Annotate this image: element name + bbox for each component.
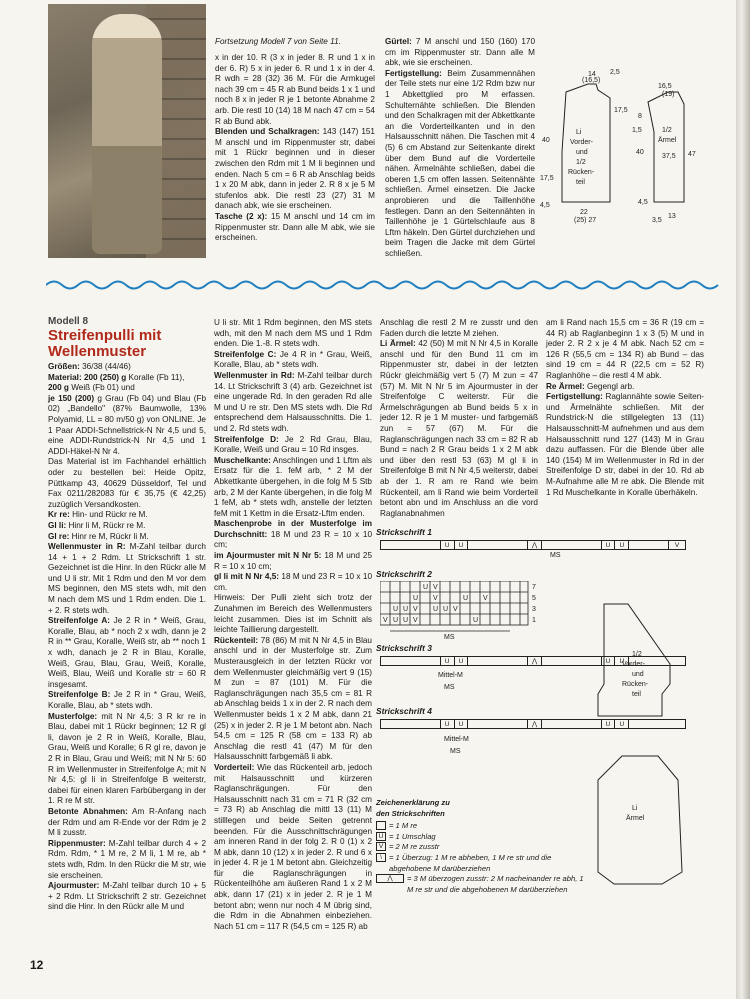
paragraph xyxy=(546,318,704,382)
body-label: und xyxy=(632,671,644,678)
paragraph-text: Je 2 R in * Grau, Weiß, Koralle, Blau, ab * stets wdh. xyxy=(48,690,206,710)
dim-label: 8 xyxy=(638,113,642,120)
bottom-schematic xyxy=(570,584,710,904)
paragraph-text: 36/38 (44/46) xyxy=(79,362,131,371)
svg-text:U: U xyxy=(413,595,419,602)
sleeve-label: 1/2 xyxy=(662,127,672,134)
paragraph-text: M-Zahl teilbar durch 14 + 1 + 2 Rdm. Lt Strickschrift 1 str. Gezeichnet ist die Hinr. In den Rückr alle M und U li str. Mit 1 Rdm und den M vor dem MS beginnen, den MS stets wdh, mit den M nach dem MS und 1 Rdm enden. Die 1. + 2. R stets wdh. xyxy=(48,542,206,615)
paragraph-heading: Rückenteil: xyxy=(214,635,259,645)
body-label: Rücken- xyxy=(568,169,595,176)
dim-label: 3,5 xyxy=(652,217,662,224)
paragraph-text: M-Zahl teilbar durch 14. Lt Strickschrift 3 (4) arb. Gezeichnet ist eine ungerade Rd. In den geraden Rd alle M und U re str. Den MS stets wdh. Die Rd entsprechend dem Halsausschnitts. Die 1. und 2. Rd stets wdh. xyxy=(214,370,372,433)
svg-text:V: V xyxy=(483,595,488,602)
paragraph-heading: im Ajourmuster mit N Nr 5: xyxy=(214,551,322,561)
paragraph-heading: Betonte Abnahmen: xyxy=(48,806,128,816)
svg-text:V: V xyxy=(433,595,438,602)
dim-label: 13 xyxy=(668,213,676,220)
paragraph-text: Raglannähte sowie Seiten- und Ärmelnähte schließen. Mit der Rundstrick-N die stillgelegten 13 (11) Halsausschnitt-M aufnehmen und aus dem Halsausschnitt rund 127 (143) M in Grau dazu auffassen. Für die Blende über alle 140 (154) M im Wellenmuster in Rd in der Streifenfolge D str, dabei in der 10. Rd ab M-Aufnahme alle M re abk. Die Blende mit 1 Rd Muschelkante in Koralle überhäkeln. xyxy=(546,392,704,497)
wave-divider xyxy=(46,278,722,292)
paragraph xyxy=(48,510,206,521)
paragraph-text: Gegengl arb. xyxy=(584,381,635,391)
chart-1-ms: MS xyxy=(550,552,561,559)
legend-item: = 1 M re xyxy=(376,821,586,832)
chart-3-grid: U U ⋀ U U xyxy=(380,656,686,666)
row-number: 1 xyxy=(532,617,536,624)
paragraph-text: Hinr re M, Rückr li M. xyxy=(69,531,149,541)
blenden-text: 143 (147) 151 M anschl und im Rippenmuster str, dabei mit 1 Rückr beginnen und in dieser zwischen den Rdm mit 1 M li beginnen und enden. Nach 5 cm = 6 R ab Anschlag beids 1 x 20 M abk, dann in jeder 2. R 8 x je 5 M stufenlos abk. Die restl 23 (27) 31 M danach abk, wie sie erscheinen. xyxy=(215,127,375,211)
row-number: 5 xyxy=(532,595,536,602)
top-col1-text: x in der 10. R (3 x in jeder 8. R und 1 x in der 6. R) 5 x in jeder 6. R und 1 x in der 4. R wdh = 28 (32) 36 M. Für die Armkugel nach 39 cm = 45 R ab Bund beids 1 x 1 und noch 8 x in jeder R je 1 betonte Abnahme 2 arb. Die restl 10 (14) 18 M nach 47 cm = 54 R ab Bund abk. xyxy=(215,53,375,126)
svg-text:V: V xyxy=(453,606,458,613)
m8-column-1 xyxy=(48,362,206,913)
paragraph xyxy=(48,373,206,384)
dim-label: 14 xyxy=(588,71,596,78)
svg-text:U: U xyxy=(463,595,469,602)
svg-text:U: U xyxy=(393,606,399,613)
guertel-heading: Gürtel: xyxy=(385,37,412,46)
chart-2-ms: MS xyxy=(444,634,455,641)
paragraph xyxy=(214,593,372,635)
m8-column-3 xyxy=(380,318,538,519)
paragraph-text: M-Zahl teilbar durch 4 + 2 Rdm. Rdm, * 1 M re, 2 M li, 1 M re, ab * stets wdh, Rdm. In den Rückr die M str, wie sie erscheinen. xyxy=(48,838,206,880)
sleeve-label: Ärmel xyxy=(658,137,677,144)
sleeve-outline xyxy=(648,92,684,202)
top-column-1 xyxy=(215,53,375,244)
dim-label: 22 xyxy=(580,209,588,216)
paragraph xyxy=(380,318,538,339)
paragraph xyxy=(48,362,206,373)
svg-text:U: U xyxy=(393,617,399,624)
fertigstellung-heading: Fertigstellung: xyxy=(385,68,442,78)
svg-text:U: U xyxy=(433,606,439,613)
page-number: 12 xyxy=(30,958,44,972)
paragraph-text: Je 2 Rd Grau, Blau, Koralle, Weiß und Grau = 10 Rd insges. xyxy=(214,434,372,455)
paragraph xyxy=(48,712,206,807)
paragraph-text: U li str. Mit 1 Rdm beginnen, den MS stets wdh, mit den M nach dem MS und 1 Rdm enden. Die 1.-8. R stets wdh. xyxy=(214,318,372,349)
paragraph-heading: Größen: xyxy=(48,362,80,371)
paragraph-text: Koralle (Fb 11), xyxy=(126,372,185,382)
paragraph-text: 42 (50) M mit N Nr 4,5 in Koralle anschl und für den Bund 11 cm im Rippenmuster str, dabei in der letzten Rückr gleichmäßig vert 5 (7) M zun = 47 (57) M. Mit N Nr 5 im Ajourmuster in der Streifenfolge C weiterstr. Für die Ärmelschrägungen ab Bund beids 5 x in jeder 12. R je 1 M muster- und farbgemäß zun = 57 (67) M. Für die Raglanschrägungen nach 33 cm = 82 R ab Bund = nach 2 R Grau beids 1 x 2 M abk und über den restl 53 (63) M gl li in Streifenfolge B mit N Nr 4,5 weiterstr, dabei ab der 1. R am re Rand wie beim Rückenteil, am li Rand wie beim Vorderteil betont abn und im Anschluss an die vord Raglanabnahmen xyxy=(380,339,538,518)
dim-label: (19) xyxy=(662,91,675,98)
model-number: Modell 8 xyxy=(48,316,89,327)
paragraph xyxy=(546,392,704,498)
paragraph xyxy=(48,542,206,616)
paragraph-heading: Maschenprobe in der Musterfolge im Durchschnitt: xyxy=(214,519,372,539)
paragraph xyxy=(214,350,372,371)
sleeve-label: Ärmel xyxy=(626,815,645,822)
paragraph xyxy=(214,371,372,435)
legend-item: V = 2 M re zusstr xyxy=(376,842,586,853)
chart-4-grid: U U ⋀ U U xyxy=(380,719,686,729)
paragraph xyxy=(48,839,206,881)
chart-4-ms: MS xyxy=(450,748,461,755)
model-title: Streifenpulli mit Wellenmuster xyxy=(48,327,162,360)
sleeve-label: Li xyxy=(632,805,638,812)
body-label: teil xyxy=(576,179,585,186)
paragraph-heading: Muschelkante: xyxy=(214,455,271,465)
paragraph xyxy=(214,572,372,593)
chart-title-3: Strickschrift 3 xyxy=(376,643,432,653)
dim-label: (25) 27 xyxy=(574,217,597,224)
row-number: 7 xyxy=(532,584,536,591)
paragraph xyxy=(48,457,206,510)
svg-text:V: V xyxy=(413,617,418,624)
paragraph-heading: Wellenmuster in Rd: xyxy=(214,370,295,380)
body-outline xyxy=(598,604,670,716)
body-label: und xyxy=(576,149,588,156)
body-label: Vorder- xyxy=(570,139,593,146)
paragraph xyxy=(48,616,206,690)
chart-4-mittel: Mittel-M xyxy=(444,736,469,743)
top-schematic xyxy=(538,62,708,262)
paragraph-heading: Material: 200 (250) g xyxy=(48,372,127,382)
paragraph xyxy=(380,339,538,519)
paragraph-heading: Rippenmuster: xyxy=(48,838,106,848)
dim-label: 2,5 xyxy=(610,69,620,76)
body-label: 1/2 xyxy=(632,651,642,658)
svg-text:U: U xyxy=(473,617,479,624)
paragraph-text: Wie das Rückenteil arb, jedoch mit Halsausschnitt und kürzeren Raglanschrägungen. Für den Halsausschnitt nach 31 cm = 71 R (32 cm = 73 R) ab Anschlag die mittl 13 (11) M stilllegen und beide Seiten getrennt beenden. Für die Ausschnittschrägungen am inneren Rand in der folg 2. R 0 (1) x 2 M abk, dann 10 (12) x in jeder 2. R und 6 x in jeder 4. R je 1 M betont abn. Gleichzeitig für die Raglanschrägungen in Rückenteilhöhe am äußeren Rand 1 x 2 M abk, dann 17 (21) x in jeder 2. R je 1 M betont abn; wenn nur noch 4 M übrig sind, die Rdm in die Abnahmen einbeziehen. Nach 51 cm = 117 R (54,5 cm = 125 R) ab xyxy=(214,762,372,931)
paragraph xyxy=(214,551,372,572)
svg-text:U: U xyxy=(403,606,409,613)
fertigstellung-text: Beim Zusammennähen der Teile stets nur eine 1/2 Rdm bzw nur 1 Abkettglied pro M erfassen. Schulternähte schließen. Die Blenden und den Schalkragen mit der Abkettkante an die Vorderteilkanten und in den Halsausschnitt nähen. Die Taschen mit 4 (5) 6 cm Abstand zur Seitenkante direkt über dem Bund auf die Vorderteile nähen. Ärmelnähte schließen, dabei die oberen 1,5 cm offen lassen. Seitennähte schließen. Ärmel einsetzen. Die Jacke anprobieren und die Taillenhöhe festlegen. Dann an den Seitennähten in Taillenhöhe je 1 Gürtelschlaufe aus 8 Lftm häkeln. Den Gürtel durchziehen und beim Tragen die Jacke mit dem Gürtel schließen. xyxy=(385,68,535,258)
body-label: Vorder- xyxy=(622,661,645,668)
body-label: Rücken- xyxy=(622,681,649,688)
paragraph-text: Je 2 R in * Weiß, Grau, Koralle, Blau, ab * noch 2 x wdh, dann je 2 R in ** Grau, Koralle, Weiß str, ab ** noch 1 x wdh, danach je 2 R in Blau, Koralle, Weiß, Grau, Blau, Grau, Weiß, Koralle, Weiß, Blau, Weiß und Koralle str = 60 R insgesamt. xyxy=(48,616,206,689)
paragraph-text: 78 (86) M mit N Nr 4,5 in Blau anschl und in der Musterfolge str. Zum Musterausgleich in der letzten Rückr vor dem Wellenmuster gleichmäßig vert 9 (15) M zun = 87 (101) M. Für die Raglanschrägungen nach 35,5 cm = 81 R ab Anschlag beids 1 x in der 2. R nach dem Wellenmuster beids 1 x 2 M abk, dann 21 (25) x in jeder 2. R je 1 M betont abn. Nach 54,5 cm = 125 R (58 cm = 133 R) ab Anschlag die restl 41 (47) M für den Halsausschnitt farbgemäß li abk. xyxy=(214,635,372,762)
dim-label: 16,5 xyxy=(658,83,672,90)
dim-label: 4,5 xyxy=(638,199,648,206)
paragraph-text: Je 4 R in * Grau, Weiß, Koralle, Blau, ab * stets wdh. xyxy=(214,349,372,370)
legend xyxy=(376,798,586,895)
paragraph-heading: Vorderteil: xyxy=(214,762,255,772)
paragraph xyxy=(48,532,206,543)
paragraph-text: g Grau (Fb 04) und Blau (Fb 02) „Bandello" (87% Baumwolle, 13% Polyamid, LL = 80 m/50 g) von ONLINE. Je 1 Paar ADDI-Schnellstrick-N Nr 4,5 und 5, eine ADDI-Rundstrick-N Nr 4,5 und 1 ADDI-Häkel-N Nr 4. xyxy=(48,393,206,456)
paragraph xyxy=(48,881,206,913)
svg-text:V: V xyxy=(433,584,438,591)
paragraph xyxy=(48,383,206,394)
page-edge xyxy=(736,0,750,999)
legend-title-1: Zeichenerklärung zu xyxy=(376,798,450,807)
svg-text:V: V xyxy=(413,606,418,613)
paragraph xyxy=(48,394,206,458)
paragraph xyxy=(546,382,704,393)
paragraph-text: Das Material ist im Fachhandel erhältlich oder zu bestellen bei: Heide Opitz, Püttkamp 43, 40629 Düsseldorf, Tel und Fax 0211/282083 für € 35,75 (€ 42,25) zuzüglich Versandkosten. xyxy=(48,457,206,509)
svg-text:U: U xyxy=(423,584,429,591)
paragraph xyxy=(214,435,372,456)
chart-title-2: Strickschrift 2 xyxy=(376,569,432,579)
model-figure xyxy=(92,14,162,254)
dim-label: 17,5 xyxy=(614,107,628,114)
paragraph xyxy=(214,318,372,350)
continued-note: Fortsetzung Modell 7 von Seite 11. xyxy=(215,37,341,46)
paragraph-heading: Gl re: xyxy=(48,531,70,541)
paragraph-text: Hinr li M, Rückr re M. xyxy=(66,520,146,530)
paragraph xyxy=(214,519,372,551)
chart-title-4: Strickschrift 4 xyxy=(376,706,432,716)
dim-label: 37,5 xyxy=(662,153,676,160)
dim-label: 17,5 xyxy=(540,175,554,182)
paragraph-text: Am R-Anfang nach der Rdm und am R-Ende vor der Rdm je 2 M li zusstr. xyxy=(48,806,206,838)
legend-item: \ = 1 Überzug: 1 M re abheben, 1 M re str und die abgehobene M darüberziehen xyxy=(376,853,586,874)
m8-column-2 xyxy=(214,318,372,932)
paragraph-heading: Re Ärmel: xyxy=(546,381,585,391)
paragraph-text: Anschlingen und 1 Lftm als Ersatz für die 1. feM arb, * 2 M der Abkettkante übergehen, in die folg M 5 Stb arb, 2 M der Kante übergehen, in die folg M 1 feM, ab * stets wdh, anstelle der letzten feM mit 1 Kettm in die Ersatz-Lftm enden. xyxy=(214,455,372,518)
paragraph xyxy=(214,763,372,933)
paragraph-text: M-Zahl teilbar durch 10 + 5 + 2 Rdm. Lt Strickschrift 2 str. Gezeichnet sind die Hinr. In den Rückr alle M und xyxy=(48,881,206,912)
paragraph-heading: Ajourmuster: xyxy=(48,881,100,891)
paragraph xyxy=(48,690,206,711)
svg-text:V: V xyxy=(383,617,388,624)
m8-column-4 xyxy=(546,318,704,498)
paragraph-heading: Streifenfolge A: xyxy=(48,616,111,626)
paragraph-heading: gl li mit N Nr 4,5: xyxy=(214,572,280,582)
legend-item: U = 1 Umschlag xyxy=(376,832,586,843)
paragraph-text: 18 M und 23 R = 10 x 10 cm; xyxy=(214,529,372,550)
paragraph-text: Weiß (Fb 01) und xyxy=(68,383,135,393)
paragraph-heading: Fertigstellung: xyxy=(546,392,603,402)
paragraph-heading: Wellenmuster in R: xyxy=(48,542,126,552)
paragraph-heading: je 150 (200) xyxy=(48,393,95,403)
tasche-text: 15 M anschl und 14 cm im Rippenmuster str. Dann alle M abk, wie sie erscheinen. xyxy=(215,211,375,243)
dim-label: 40 xyxy=(636,149,644,156)
paragraph xyxy=(48,807,206,839)
body-label: teil xyxy=(632,691,641,698)
guertel-text: 7 M anschl und 150 (160) 170 cm im Rippenmuster str. Dann alle M abk, wie sie erscheinen. xyxy=(385,37,535,68)
dim-label: 4,5 xyxy=(540,202,550,209)
paragraph xyxy=(214,636,372,763)
chart-3-mittel: Mittel-M xyxy=(438,672,463,679)
dim-label: 40 xyxy=(542,137,550,144)
row-number: 3 xyxy=(532,606,536,613)
tasche-heading: Tasche (2 x): xyxy=(215,211,268,221)
paragraph xyxy=(48,521,206,532)
body-label: 1/2 xyxy=(576,159,586,166)
paragraph-heading: Li Ärmel: xyxy=(380,339,416,349)
model-photo xyxy=(48,4,206,258)
body-label: Li xyxy=(576,129,582,136)
top-column-2 xyxy=(385,37,535,259)
paragraph-text: 18 M und 25 R = 10 x 10 cm; xyxy=(214,551,372,571)
paragraph-text: Hinweis: Der Pulli zieht sich trotz der Zunahmen im Bereich des Wellenmusters leicht zusammen. Dies ist im Schnitt als leichte Taillierung dargestellt. xyxy=(214,593,372,635)
paragraph-heading: 200 g xyxy=(48,383,69,393)
chart-1-grid: U U ⋀ U U V xyxy=(380,540,686,550)
dim-label: 1,5 xyxy=(632,127,642,134)
paragraph-text: mit N Nr 4,5: 3 R kr re in Blau, dabei mit 1 Rückr beginnen; 12 R gl li, davon je 2 R in Weiß, Koralle, Blau, Grau, Weiß und Koralle; 6 R gl re, davon je 2 R in Blau, Grau und Weiß; mit N Nr 5: 60 R im Wellenmuster in Streifenfolge A; mit N Nr 4,5: gl li in Streifenfolge B weiterstr, dabei für einen klaren Farbübergang in der 1. R re M str. xyxy=(48,711,206,806)
legend-item: ⋀ = 3 M überzogen zusstr: 2 M nacheinander re abh, 1 M re str und die abgehobenen M darüberziehen xyxy=(376,874,586,895)
svg-text:U: U xyxy=(443,606,449,613)
svg-text:U: U xyxy=(403,617,409,624)
dim-label: 47 xyxy=(688,151,696,158)
paragraph-text: am li Rand nach 15,5 cm = 36 R (19 cm = 44 R) ab Raglanbeginn 1 x 3 (5) M und in jeder 2. R 2 x je 4 M abk. Nach 52 cm = 126 R (55,5 cm = 134 R) ab Bund – das sind 19 cm = 44 R (22,5 cm = 52 R) Raglanhöhe – die restl 4 M abk. xyxy=(546,318,704,380)
paragraph-heading: Streifenfolge C: xyxy=(214,349,277,359)
paragraph-heading: Streifenfolge D: xyxy=(214,434,279,444)
blenden-heading: Blenden und Schalkragen: xyxy=(215,127,320,137)
paragraph-heading: Gl li: xyxy=(48,520,67,530)
chart-3-ms: MS xyxy=(444,684,455,691)
legend-title-2: den Strickschriften xyxy=(376,808,445,818)
paragraph xyxy=(214,456,372,520)
paragraph-heading: Kr re: xyxy=(48,510,70,520)
chart-2 xyxy=(380,581,540,641)
dim-label: (16,5) xyxy=(582,77,601,84)
paragraph-text: Anschlag die restl 2 M re zusstr und den Faden durch die letzte M ziehen. xyxy=(380,318,538,338)
paragraph-text: 18 M und 23 R = 10 x 10 cm. xyxy=(214,572,372,592)
paragraph-heading: Musterfolge: xyxy=(48,711,98,721)
paragraph-text: Hin- und Rückr re M. xyxy=(69,510,148,520)
paragraph-heading: Streifenfolge B: xyxy=(48,690,111,700)
chart-title-1: Strickschrift 1 xyxy=(376,527,432,537)
